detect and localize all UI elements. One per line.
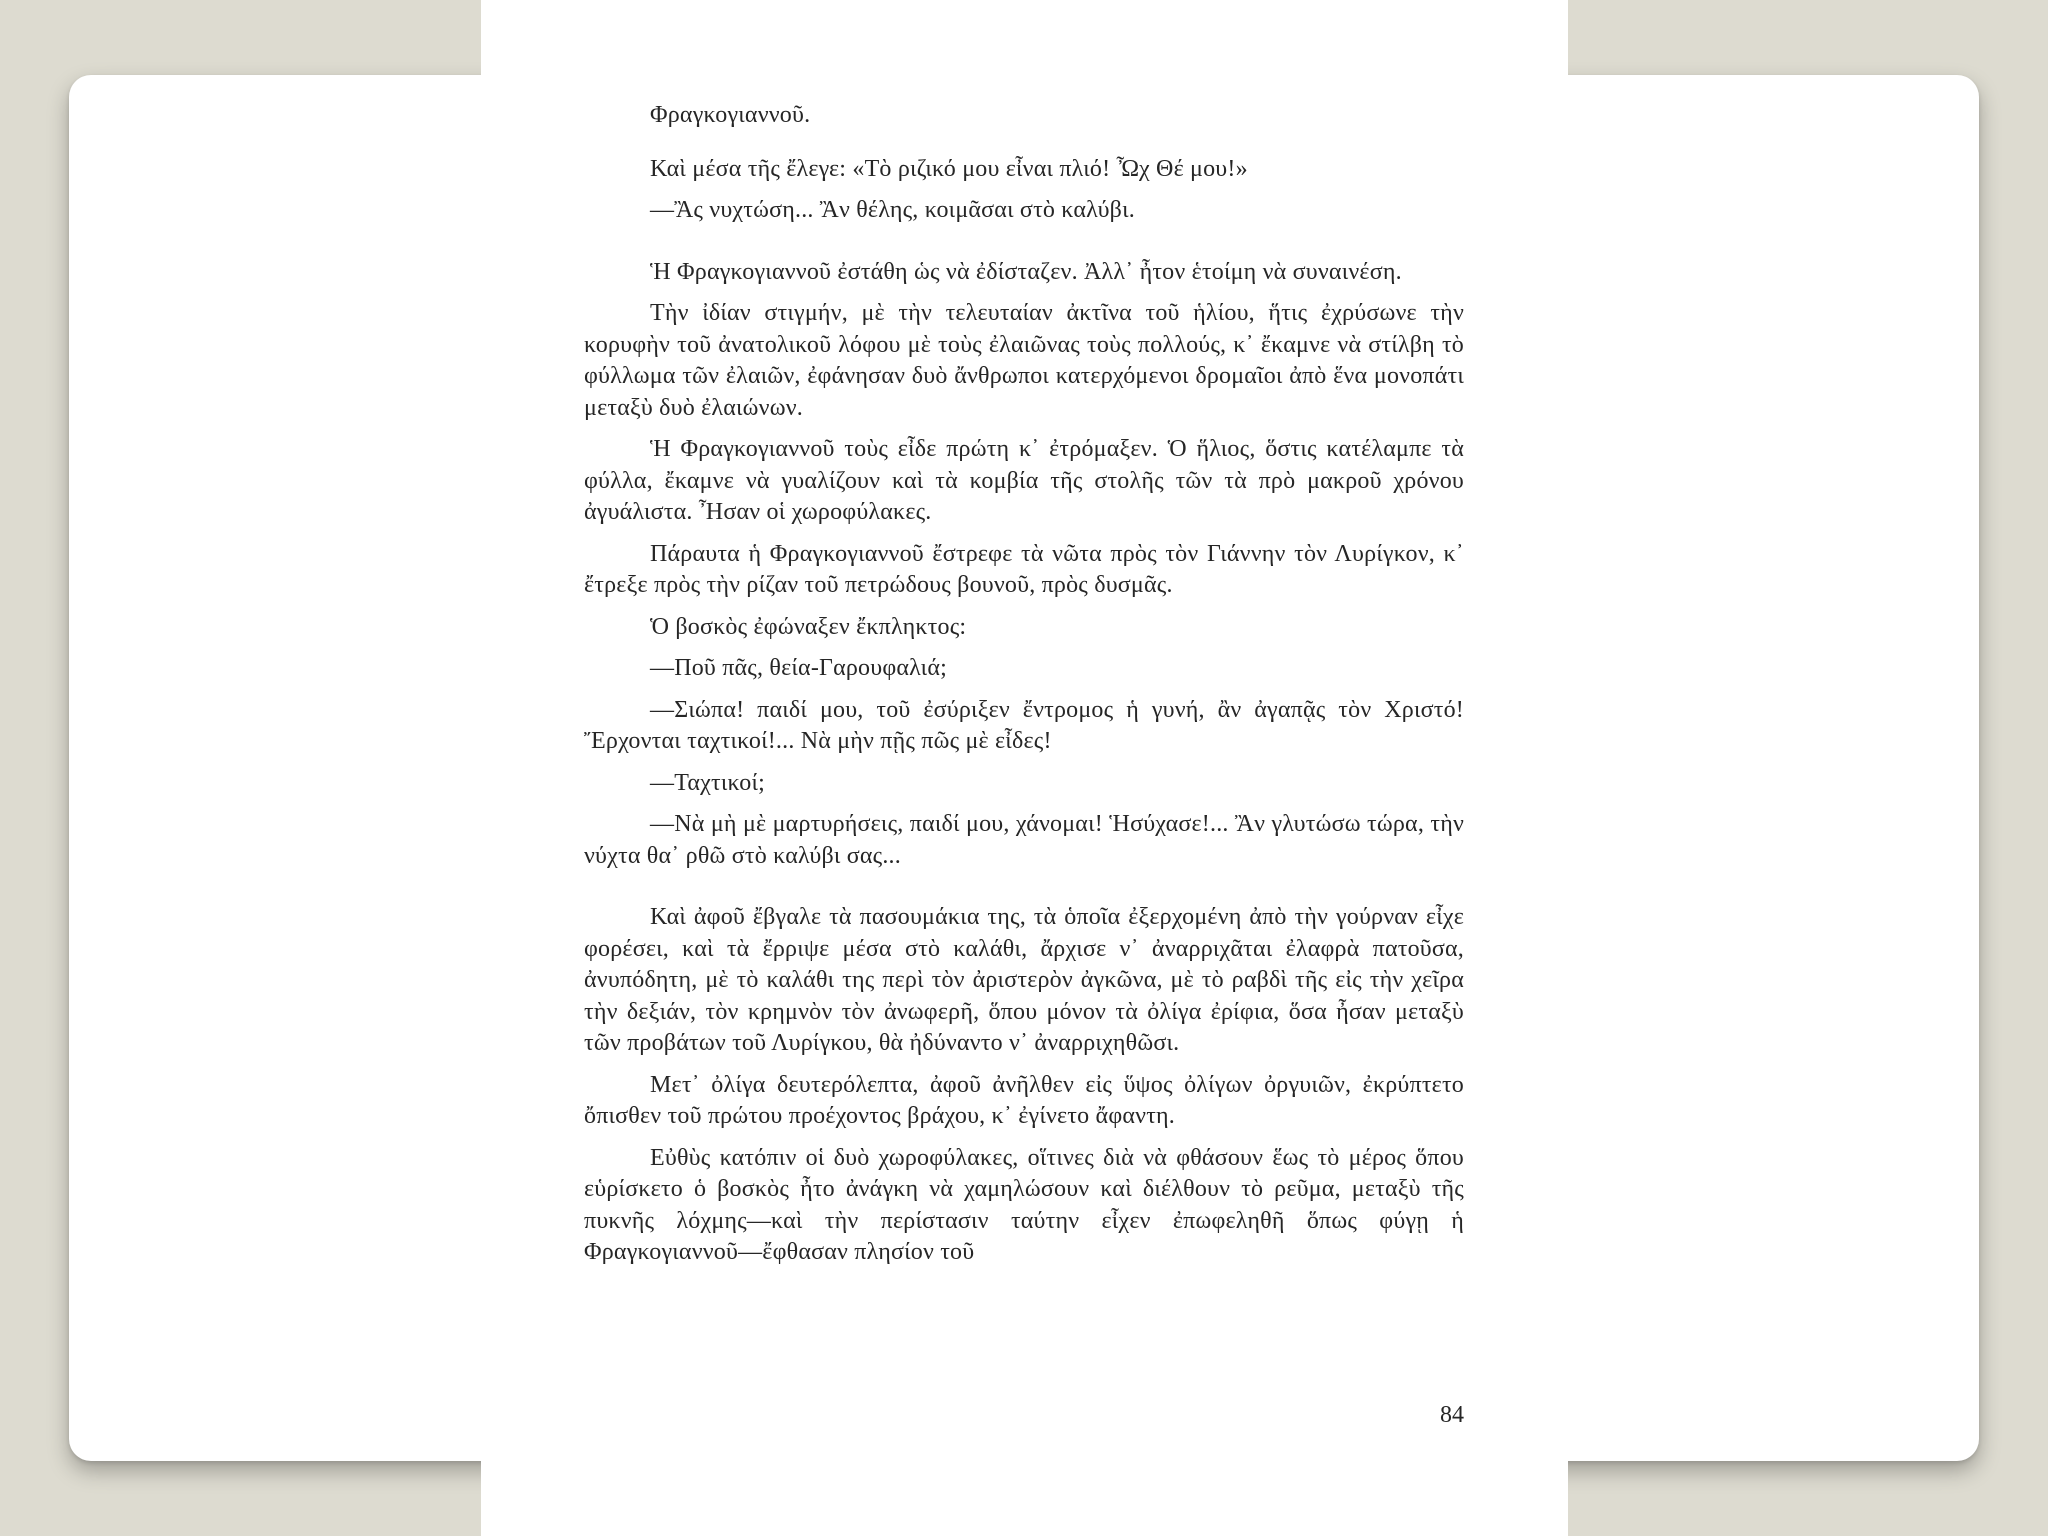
text-paragraph: Καὶ ἀφοῦ ἔβγαλε τὰ πασουμάκια της, τὰ ὁποῖα ἐξερχομένη ἀπὸ τὴν γούρναν εἶχε φορέσει, καὶ τὰ ἔρριψε μέσα στὸ καλάθι, ἄρχισε ν᾽ ἀναρριχᾶται ἐλαφρὰ πατοῦσα, ἀνυπόδητη, μὲ τὸ καλάθι της περὶ τὸν ἀριστερὸν ἀγκῶνα, μὲ τὸ ραβδὶ τῆς εἰς τὴν χεῖρα τὴν δεξιάν, τὸν κρημνὸν τὸν ἀνωφερῆ, ὅπου μόνον τὰ ὀλίγα ἐρίφια, ὅσα ἦσαν μεταξὺ τῶν προβάτων τοῦ Λυρίγκου, θὰ ἠδύναντο ν᾽ ἀναρριχηθῶσι. xyxy=(584,904,1464,1056)
text-paragraph: —Νὰ μὴ μὲ μαρτυρήσεις, παιδί μου, χάνομαι! Ἡσύχασε!... Ἂν γλυτώσω τώρα, τὴν νύχτα θα᾽ ρθῶ στὸ καλύβι σας... xyxy=(584,811,1464,869)
text-paragraph: —Σιώπα! παιδί μου, τοῦ ἐσύριξεν ἔντρομος ἡ γυνή, ἂν ἀγαπᾷς τὸν Χριστό! Ἔρχονται ταχτικοί!... Νὰ μὴν πῇς πῶς μὲ εἶδες! xyxy=(584,696,1464,754)
text-paragraph: Ἡ Φραγκογιαννοῦ ἐστάθη ὡς νὰ ἐδίσταζεν. Ἀλλ᾽ ἦτον ἑτοίμη νὰ συναινέση. xyxy=(650,258,1402,285)
text-paragraph: Τὴν ἰδίαν στιγμήν, μὲ τὴν τελευταίαν ἀκτῖνα τοῦ ἡλίου, ἥτις ἐχρύσωνε τὴν κορυφὴν τοῦ ἀνατολικοῦ λόφου μὲ τοὺς ἐλαιῶνας τοὺς πολλούς, κ᾽ ἔκαμνε νὰ στίλβη τὸ φύλλωμα τῶν ἐλαιῶν, ἐφάνησαν δυὸ ἄνθρωποι κατερχόμενοι δρομαῖοι ἀπὸ ἕνα μονοπάτι μεταξὺ δυὸ ἐλαιώνων. xyxy=(584,300,1464,421)
text-paragraph: Φραγκογιαννοῦ. xyxy=(650,102,811,128)
text-paragraph: Ὁ βοσκὸς ἐφώναξεν ἔκπληκτος: xyxy=(650,613,967,640)
text-paragraph: Ἡ Φραγκογιαννοῦ τοὺς εἶδε πρώτη κ᾽ ἐτρόμαξεν. Ὁ ἥλιος, ὅστις κατέλαμπε τὰ φύλλα, ἔκαμνε νὰ γυαλίζουν καὶ τὰ κομβία τῆς στολῆς τῶν τὰ πρὸ μακροῦ χρόνου ἀγυάλιστα. Ἦσαν οἱ χωροφύλακες. xyxy=(584,436,1464,525)
text-paragraph: Καὶ μέσα τῆς ἔλεγε: «Τὸ ριζικό μου εἶναι πλιό! Ὦχ Θέ μου!» xyxy=(650,155,1248,182)
page-text xyxy=(584,100,1464,1279)
text-paragraph: Μετ᾽ ὀλίγα δευτερόλεπτα, ἀφοῦ ἀνῆλθεν εἰς ὕψος ὀλίγων ὀργυιῶν, ἐκρύπτετο ὄπισθεν τοῦ πρώτου προέχοντος βράχου, κ᾽ ἐγίνετο ἄφαντη. xyxy=(584,1071,1464,1129)
text-paragraph: Πάραυτα ἡ Φραγκογιαννοῦ ἔστρεφε τὰ νῶτα πρὸς τὸν Γιάννην τὸν Λυρίγκον, κ᾽ ἔτρεξε πρὸς τὴν ρίζαν τοῦ πετρώδους βουνοῦ, πρὸς δυσμᾶς. xyxy=(584,540,1464,598)
text-paragraph: —Ἂς νυχτώση... Ἂν θέλης, κοιμᾶσαι στὸ καλύβι. xyxy=(650,197,1135,223)
text-paragraph: Εὐθὺς κατόπιν οἱ δυὸ χωροφύλακες, οἵτινες διὰ νὰ φθάσουν ἕως τὸ μέρος ὅπου εὑρίσκετο ὁ βοσκὸς ἦτο ἀνάγκη νὰ χαμηλώσουν καὶ διέλθουν τὸ ρεῦμα, μεταξὺ τῆς πυκνῆς λόχμης—καὶ τὴν περίστασιν ταύτην εἶχεν ἐπωφεληθῆ ὅπως φύγῃ ἡ Φραγκογιαννοῦ—ἔφθασαν πλησίον τοῦ xyxy=(584,1144,1464,1265)
page-number: 84 xyxy=(1440,1402,1464,1428)
text-paragraph: —Ταχτικοί; xyxy=(650,769,766,796)
text-paragraph: —Ποῦ πᾶς, θεία-Γαρουφαλιά; xyxy=(650,655,947,681)
